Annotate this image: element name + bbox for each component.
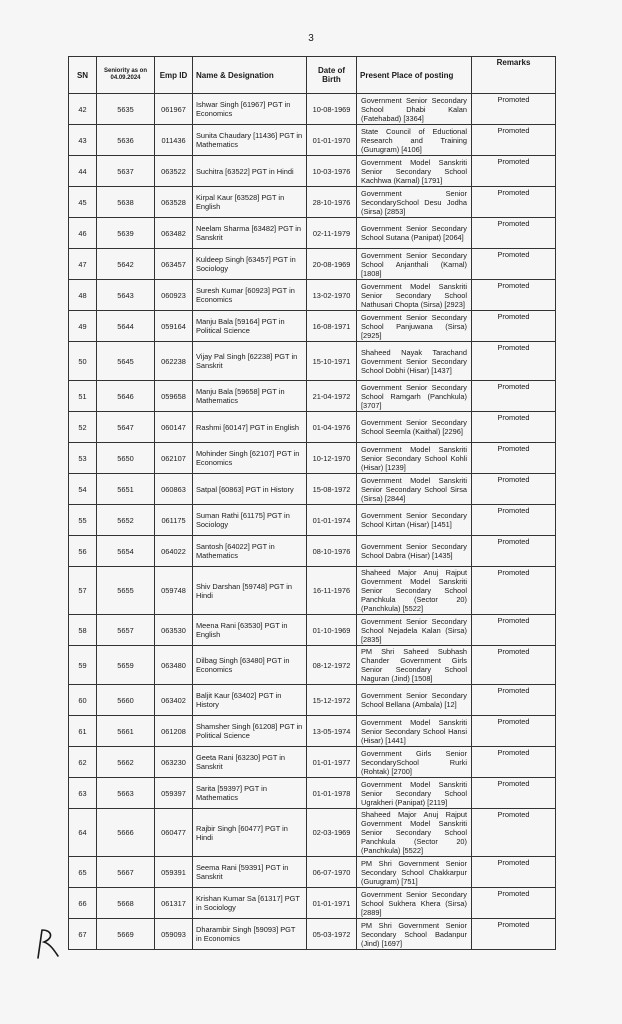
row-sn: 55 bbox=[69, 505, 97, 536]
row-dob: 02-11-1979 bbox=[307, 218, 357, 249]
row-dob: 01-01-1974 bbox=[307, 505, 357, 536]
row-posting: Shaheed Major Anuj Rajput Government Model Sanskriti Senior Secondary School Panchkula (Sector 20) (Panchkula) [5522] bbox=[357, 809, 472, 857]
row-emp-id: 063522 bbox=[155, 156, 193, 187]
table-row bbox=[69, 536, 556, 567]
signature-mark bbox=[28, 924, 68, 964]
table-row bbox=[69, 747, 556, 778]
row-remarks: Promoted bbox=[472, 443, 556, 474]
header-dob: Date of Birth bbox=[307, 57, 357, 94]
table-row bbox=[69, 685, 556, 716]
row-sn: 66 bbox=[69, 888, 97, 919]
row-sn: 67 bbox=[69, 919, 97, 950]
row-posting: Government Model Sanskriti Senior Secondary School Ugrakheri (Panipat) [2119] bbox=[357, 778, 472, 809]
row-dob: 01-01-1977 bbox=[307, 747, 357, 778]
row-posting: Government Senior Secondary School Ramgarh (Panchkula) [3707] bbox=[357, 381, 472, 412]
row-dob: 08-10-1976 bbox=[307, 536, 357, 567]
row-dob: 15-10-1971 bbox=[307, 342, 357, 381]
row-dob: 16-11-1976 bbox=[307, 567, 357, 615]
table-row bbox=[69, 646, 556, 685]
row-remarks: Promoted bbox=[472, 919, 556, 950]
row-sn: 62 bbox=[69, 747, 97, 778]
row-posting: Government Model Sanskriti Senior Secondary School Nathusari Chopta (Sirsa) [2923] bbox=[357, 280, 472, 311]
row-dob: 13-05-1974 bbox=[307, 716, 357, 747]
row-seniority: 5651 bbox=[97, 474, 155, 505]
row-dob: 13-02-1970 bbox=[307, 280, 357, 311]
row-remarks: Promoted bbox=[472, 125, 556, 156]
row-sn: 49 bbox=[69, 311, 97, 342]
row-name: Sunita Chaudary [11436] PGT in Mathematics bbox=[193, 125, 307, 156]
row-name: Kirpal Kaur [63528] PGT in English bbox=[193, 187, 307, 218]
row-remarks: Promoted bbox=[472, 156, 556, 187]
row-sn: 51 bbox=[69, 381, 97, 412]
row-emp-id: 059748 bbox=[155, 567, 193, 615]
row-sn: 44 bbox=[69, 156, 97, 187]
row-sn: 50 bbox=[69, 342, 97, 381]
row-sn: 46 bbox=[69, 218, 97, 249]
row-seniority: 5663 bbox=[97, 778, 155, 809]
table-row bbox=[69, 412, 556, 443]
row-seniority: 5652 bbox=[97, 505, 155, 536]
row-name: Dharambir Singh [59093] PGT in Economics bbox=[193, 919, 307, 950]
row-name: Ishwar Singh [61967] PGT in Economics bbox=[193, 94, 307, 125]
row-emp-id: 059093 bbox=[155, 919, 193, 950]
row-emp-id: 011436 bbox=[155, 125, 193, 156]
row-seniority: 5638 bbox=[97, 187, 155, 218]
row-emp-id: 063457 bbox=[155, 249, 193, 280]
row-dob: 20-08-1969 bbox=[307, 249, 357, 280]
row-remarks: Promoted bbox=[472, 615, 556, 646]
header-seniority: Seniority as on 04.09.2024 bbox=[97, 57, 155, 94]
header-remarks: Remarks bbox=[472, 57, 556, 94]
row-sn: 65 bbox=[69, 857, 97, 888]
table-row bbox=[69, 280, 556, 311]
header-name: Name & Designation bbox=[193, 57, 307, 94]
row-seniority: 5661 bbox=[97, 716, 155, 747]
row-name: Rajbir Singh [60477] PGT in Hindi bbox=[193, 809, 307, 857]
table-row bbox=[69, 125, 556, 156]
row-sn: 42 bbox=[69, 94, 97, 125]
row-name: Suresh Kumar [60923] PGT in Economics bbox=[193, 280, 307, 311]
row-sn: 48 bbox=[69, 280, 97, 311]
row-remarks: Promoted bbox=[472, 249, 556, 280]
table-row bbox=[69, 311, 556, 342]
row-posting: Government Senior Secondary School Panjuwana (Sirsa) [2925] bbox=[357, 311, 472, 342]
row-name: Baljit Kaur [63402] PGT in History bbox=[193, 685, 307, 716]
row-emp-id: 061208 bbox=[155, 716, 193, 747]
row-posting: Government Senior Secondary School Anjanthali (Karnal) [1808] bbox=[357, 249, 472, 280]
row-dob: 01-10-1969 bbox=[307, 615, 357, 646]
row-remarks: Promoted bbox=[472, 646, 556, 685]
row-emp-id: 059397 bbox=[155, 778, 193, 809]
header-sn: SN bbox=[69, 57, 97, 94]
row-seniority: 5646 bbox=[97, 381, 155, 412]
row-dob: 10-08-1969 bbox=[307, 94, 357, 125]
table-row bbox=[69, 888, 556, 919]
row-seniority: 5642 bbox=[97, 249, 155, 280]
row-posting: Government Model Sanskriti Senior Secondary School Kachhwa (Karnal) [1791] bbox=[357, 156, 472, 187]
row-posting: Government Senior Secondary School Seemla (Kaithal) [2296] bbox=[357, 412, 472, 443]
row-seniority: 5650 bbox=[97, 443, 155, 474]
row-emp-id: 064022 bbox=[155, 536, 193, 567]
row-sn: 45 bbox=[69, 187, 97, 218]
posting-table bbox=[68, 56, 556, 950]
row-posting: PM Shri Government Senior Secondary School Chakkarpur (Gurugram) [751] bbox=[357, 857, 472, 888]
row-name: Seema Rani [59391] PGT in Sanskrit bbox=[193, 857, 307, 888]
row-seniority: 5662 bbox=[97, 747, 155, 778]
row-dob: 16-08-1971 bbox=[307, 311, 357, 342]
row-emp-id: 059164 bbox=[155, 311, 193, 342]
row-posting: PM Shri Saheed Subhash Chander Government Girls Senior Secondary School Naguran (Jind) [1508] bbox=[357, 646, 472, 685]
row-dob: 28-10-1976 bbox=[307, 187, 357, 218]
row-emp-id: 063230 bbox=[155, 747, 193, 778]
table-row bbox=[69, 218, 556, 249]
row-emp-id: 061967 bbox=[155, 94, 193, 125]
row-dob: 15-08-1972 bbox=[307, 474, 357, 505]
row-emp-id: 062238 bbox=[155, 342, 193, 381]
table-row bbox=[69, 474, 556, 505]
row-seniority: 5657 bbox=[97, 615, 155, 646]
row-seniority: 5647 bbox=[97, 412, 155, 443]
header-emp-id: Emp ID bbox=[155, 57, 193, 94]
row-dob: 10-03-1976 bbox=[307, 156, 357, 187]
row-emp-id: 061317 bbox=[155, 888, 193, 919]
row-sn: 63 bbox=[69, 778, 97, 809]
row-remarks: Promoted bbox=[472, 536, 556, 567]
row-posting: Government Senior Secondary School Bellana (Ambala) [12] bbox=[357, 685, 472, 716]
row-name: Suchitra [63522] PGT in Hindi bbox=[193, 156, 307, 187]
row-emp-id: 060477 bbox=[155, 809, 193, 857]
table-row bbox=[69, 381, 556, 412]
row-emp-id: 061175 bbox=[155, 505, 193, 536]
row-emp-id: 060863 bbox=[155, 474, 193, 505]
row-name: Krishan Kumar Sa [61317] PGT in Sociology bbox=[193, 888, 307, 919]
row-name: Kuldeep Singh [63457] PGT in Sociology bbox=[193, 249, 307, 280]
row-sn: 61 bbox=[69, 716, 97, 747]
row-remarks: Promoted bbox=[472, 187, 556, 218]
row-posting: Government Senior Secondary School Nejadela Kalan (Sirsa) [2835] bbox=[357, 615, 472, 646]
row-remarks: Promoted bbox=[472, 857, 556, 888]
row-remarks: Promoted bbox=[472, 218, 556, 249]
row-emp-id: 062107 bbox=[155, 443, 193, 474]
row-seniority: 5639 bbox=[97, 218, 155, 249]
page-number: 3 bbox=[308, 33, 314, 44]
row-remarks: Promoted bbox=[472, 311, 556, 342]
row-name: Rashmi [60147] PGT in English bbox=[193, 412, 307, 443]
row-name: Santosh [64022] PGT in Mathematics bbox=[193, 536, 307, 567]
row-remarks: Promoted bbox=[472, 809, 556, 857]
row-sn: 60 bbox=[69, 685, 97, 716]
row-dob: 08-12-1972 bbox=[307, 646, 357, 685]
row-seniority: 5660 bbox=[97, 685, 155, 716]
row-name: Sarita [59397] PGT in Mathematics bbox=[193, 778, 307, 809]
row-seniority: 5666 bbox=[97, 809, 155, 857]
row-sn: 58 bbox=[69, 615, 97, 646]
table-row bbox=[69, 443, 556, 474]
table-header-row bbox=[69, 57, 556, 94]
row-dob: 05-03-1972 bbox=[307, 919, 357, 950]
row-dob: 01-01-1971 bbox=[307, 888, 357, 919]
row-posting: Government Model Sanskriti Senior Secondary School Kohli (Hisar) [1239] bbox=[357, 443, 472, 474]
row-seniority: 5654 bbox=[97, 536, 155, 567]
row-dob: 01-01-1978 bbox=[307, 778, 357, 809]
table-row bbox=[69, 156, 556, 187]
row-name: Vijay Pal Singh [62238] PGT in Sanskrit bbox=[193, 342, 307, 381]
row-posting: Government Senior SecondarySchool Desu Jodha (Sirsa) [2853] bbox=[357, 187, 472, 218]
row-posting: Government Senior Secondary School Sukhera Khera (Sirsa) [2889] bbox=[357, 888, 472, 919]
row-sn: 59 bbox=[69, 646, 97, 685]
table-row bbox=[69, 567, 556, 615]
row-posting: Government Senior Secondary School Sutana (Panipat) [2064] bbox=[357, 218, 472, 249]
row-name: Meena Rani [63530] PGT in English bbox=[193, 615, 307, 646]
row-dob: 02-03-1969 bbox=[307, 809, 357, 857]
row-posting: Government Model Sanskriti Senior Secondary School Hansi (Hisar) [1441] bbox=[357, 716, 472, 747]
row-name: Dilbag Singh [63480] PGT in Economics bbox=[193, 646, 307, 685]
row-dob: 06-07-1970 bbox=[307, 857, 357, 888]
row-dob: 01-01-1970 bbox=[307, 125, 357, 156]
row-emp-id: 059658 bbox=[155, 381, 193, 412]
row-remarks: Promoted bbox=[472, 412, 556, 443]
row-emp-id: 059391 bbox=[155, 857, 193, 888]
row-name: Suman Rathi [61175] PGT in Sociology bbox=[193, 505, 307, 536]
row-posting: Government Senior Secondary School Dhabi Kalan (Fatehabad) [3364] bbox=[357, 94, 472, 125]
row-seniority: 5659 bbox=[97, 646, 155, 685]
row-posting: Shaheed Nayak Tarachand Government Senior Secondary School Dobhi (Hisar) [1437] bbox=[357, 342, 472, 381]
row-seniority: 5669 bbox=[97, 919, 155, 950]
row-seniority: 5637 bbox=[97, 156, 155, 187]
row-emp-id: 063402 bbox=[155, 685, 193, 716]
row-remarks: Promoted bbox=[472, 888, 556, 919]
row-emp-id: 063482 bbox=[155, 218, 193, 249]
row-name: Neelam Sharma [63482] PGT in Sanskrit bbox=[193, 218, 307, 249]
table-row bbox=[69, 249, 556, 280]
row-name: Geeta Rani [63230] PGT in Sanskrit bbox=[193, 747, 307, 778]
row-seniority: 5655 bbox=[97, 567, 155, 615]
row-emp-id: 063480 bbox=[155, 646, 193, 685]
table-row bbox=[69, 94, 556, 125]
row-emp-id: 060923 bbox=[155, 280, 193, 311]
row-sn: 47 bbox=[69, 249, 97, 280]
row-dob: 10-12-1970 bbox=[307, 443, 357, 474]
row-seniority: 5667 bbox=[97, 857, 155, 888]
row-sn: 54 bbox=[69, 474, 97, 505]
row-posting: PM Shri Government Senior Secondary School Badanpur (Jind) [1697] bbox=[357, 919, 472, 950]
row-remarks: Promoted bbox=[472, 342, 556, 381]
row-emp-id: 063530 bbox=[155, 615, 193, 646]
row-seniority: 5645 bbox=[97, 342, 155, 381]
table-row bbox=[69, 716, 556, 747]
row-name: Manju Bala [59164] PGT in Political Science bbox=[193, 311, 307, 342]
table-row bbox=[69, 505, 556, 536]
row-remarks: Promoted bbox=[472, 505, 556, 536]
row-seniority: 5644 bbox=[97, 311, 155, 342]
table-row bbox=[69, 342, 556, 381]
row-remarks: Promoted bbox=[472, 94, 556, 125]
table-row bbox=[69, 809, 556, 857]
row-seniority: 5643 bbox=[97, 280, 155, 311]
row-dob: 15-12-1972 bbox=[307, 685, 357, 716]
row-name: Shamsher Singh [61208] PGT in Political Science bbox=[193, 716, 307, 747]
row-emp-id: 063528 bbox=[155, 187, 193, 218]
row-remarks: Promoted bbox=[472, 567, 556, 615]
table-row bbox=[69, 615, 556, 646]
row-remarks: Promoted bbox=[472, 381, 556, 412]
row-name: Manju Bala [59658] PGT in Mathematics bbox=[193, 381, 307, 412]
row-posting: Government Senior Secondary School Kirtan (Hisar) [1451] bbox=[357, 505, 472, 536]
row-sn: 56 bbox=[69, 536, 97, 567]
table-row bbox=[69, 857, 556, 888]
row-seniority: 5636 bbox=[97, 125, 155, 156]
row-seniority: 5635 bbox=[97, 94, 155, 125]
row-posting: Shaheed Major Anuj Rajput Government Model Sanskriti Senior Secondary School Panchkula (Sector 20) (Panchkula) [5522] bbox=[357, 567, 472, 615]
row-posting: Government Senior Secondary School Dabra (Hisar) [1435] bbox=[357, 536, 472, 567]
header-posting: Present Place of posting bbox=[357, 57, 472, 94]
row-seniority: 5668 bbox=[97, 888, 155, 919]
row-sn: 64 bbox=[69, 809, 97, 857]
row-sn: 53 bbox=[69, 443, 97, 474]
row-posting: Government Girls Senior SecondarySchool Rurki (Rohtak) [2700] bbox=[357, 747, 472, 778]
row-dob: 01-04-1976 bbox=[307, 412, 357, 443]
table-row bbox=[69, 778, 556, 809]
row-emp-id: 060147 bbox=[155, 412, 193, 443]
row-sn: 57 bbox=[69, 567, 97, 615]
row-name: Satpal [60863] PGT in History bbox=[193, 474, 307, 505]
row-remarks: Promoted bbox=[472, 747, 556, 778]
row-sn: 43 bbox=[69, 125, 97, 156]
row-name: Shiv Darshan [59748] PGT in Hindi bbox=[193, 567, 307, 615]
row-remarks: Promoted bbox=[472, 716, 556, 747]
row-remarks: Promoted bbox=[472, 685, 556, 716]
row-remarks: Promoted bbox=[472, 778, 556, 809]
table-row bbox=[69, 187, 556, 218]
row-dob: 21-04-1972 bbox=[307, 381, 357, 412]
row-posting: Government Model Sanskriti Senior Secondary School Sirsa (Sirsa) [2844] bbox=[357, 474, 472, 505]
row-sn: 52 bbox=[69, 412, 97, 443]
row-remarks: Promoted bbox=[472, 474, 556, 505]
table-row bbox=[69, 919, 556, 950]
row-name: Mohinder Singh [62107] PGT in Economics bbox=[193, 443, 307, 474]
row-posting: State Council of Eductional Research and Training (Gurugram) [4106] bbox=[357, 125, 472, 156]
row-remarks: Promoted bbox=[472, 280, 556, 311]
